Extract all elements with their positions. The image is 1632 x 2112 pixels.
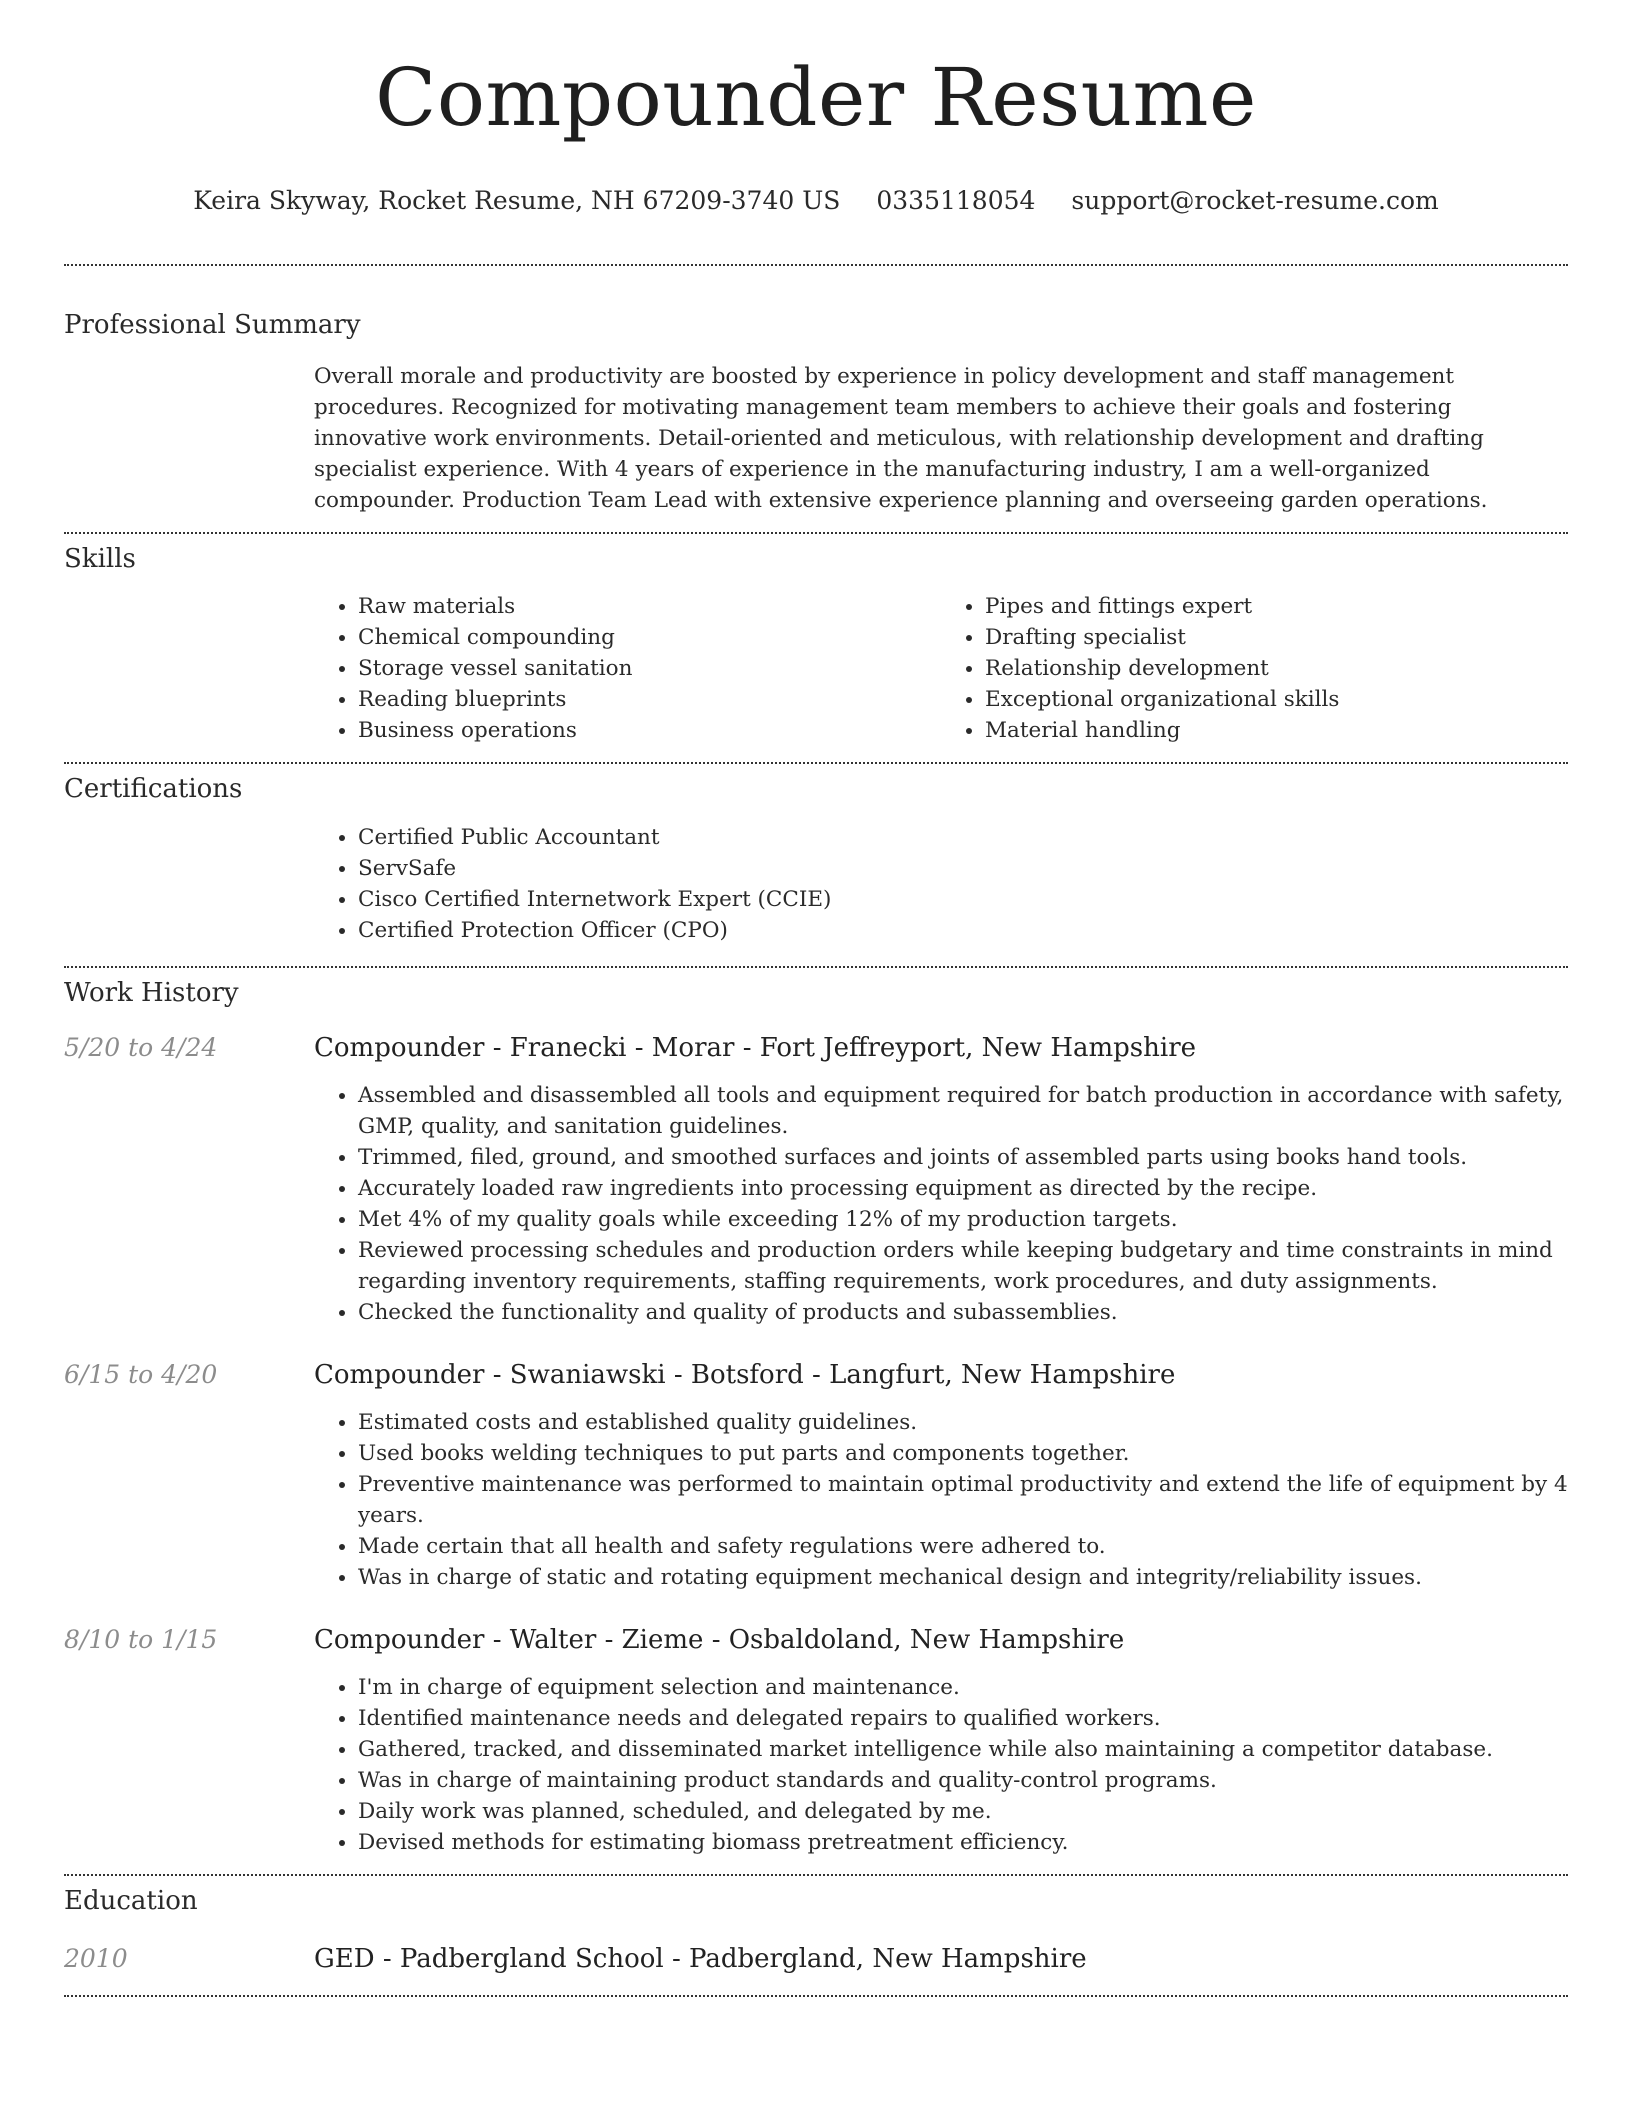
skill-item: • Raw materials xyxy=(358,591,941,622)
job-details xyxy=(314,1672,1568,1858)
section-title-certifications: Certifications xyxy=(64,774,243,805)
skill-item: • Pipes and fittings expert xyxy=(985,591,1568,622)
divider xyxy=(64,762,1568,764)
job-bullet: • I'm in charge of equipment selection and maintenance. xyxy=(358,1672,1568,1703)
job-bullet: • Assembled and disassembled all tools and equipment required for batch production in accordance with safety, GMP, quality, and sanitation guidelines. xyxy=(358,1080,1568,1142)
job-bullet: • Devised methods for estimating biomass pretreatment efficiency. xyxy=(358,1827,1568,1858)
job-bullet: • Was in charge of maintaining product standards and quality-control programs. xyxy=(358,1765,1568,1796)
job-bullet: • Accurately loaded raw ingredients into processing equipment as directed by the recipe. xyxy=(358,1173,1568,1204)
skill-item: • Material handling xyxy=(985,715,1568,746)
skill-item: • Exceptional organizational skills xyxy=(985,684,1568,715)
section-title-skills: Skills xyxy=(64,544,136,575)
job-header xyxy=(64,1360,1568,1391)
job-bullet: • Gathered, tracked, and disseminated market intelligence while also maintaining a competitor database. xyxy=(358,1734,1568,1765)
job-bullet: • Reviewed processing schedules and production orders while keeping budgetary and time constraints in mind regarding inventory requirements, staffing requirements, work procedures, and duty assignments. xyxy=(358,1235,1568,1297)
certifications-block xyxy=(314,822,1568,946)
skill-item: • Storage vessel sanitation xyxy=(358,653,941,684)
skills-columns xyxy=(314,591,1568,746)
job-bullet: • Used books welding techniques to put parts and components together. xyxy=(358,1438,1568,1469)
resume-page xyxy=(64,0,1568,1997)
skill-item: • Drafting specialist xyxy=(985,622,1568,653)
job-bullet: • Met 4% of my quality goals while exceeding 12% of my production targets. xyxy=(358,1204,1568,1235)
education-degree: GED - Padbergland School - Padbergland, New Hampshire xyxy=(314,1943,1087,1974)
divider xyxy=(64,966,1568,968)
divider xyxy=(64,532,1568,534)
section-title-summary: Professional Summary xyxy=(64,310,361,340)
job-header xyxy=(64,1033,1568,1064)
job-bullet: • Estimated costs and established quality guidelines. xyxy=(358,1407,1568,1438)
job-dates: 5/20 to 4/24 xyxy=(64,1032,218,1062)
job-header xyxy=(64,1625,1568,1656)
skill-item: • Reading blueprints xyxy=(358,684,941,715)
job-title: Compounder - Franecki - Morar - Fort Jeffreyport, New Hampshire xyxy=(314,1032,1197,1063)
summary-text: Overall morale and productivity are boosted by experience in policy development and staff management procedures. Recognized for motivating management team members to achieve their goals and fostering innovative work environments. Detail-oriented and meticulous, with relationship development and drafting specialist experience. With 4 years of experience in the manufacturing industry, I am a well-organized compounder. Production Team Lead with extensive experience planning and overseeing garden operations. xyxy=(314,364,1488,514)
certification-item: • Certified Public Accountant xyxy=(358,822,1568,853)
contact-line xyxy=(64,186,1568,216)
section-title-work-history: Work History xyxy=(64,977,239,1008)
divider xyxy=(64,1874,1568,1876)
job-bullets xyxy=(314,1080,1568,1328)
skill-item: • Business operations xyxy=(358,715,941,746)
contact-address: Keira Skyway, Rocket Resume, NH 67209-3740 US xyxy=(193,186,841,215)
skills-list-left xyxy=(314,591,941,746)
skill-item: • Chemical compounding xyxy=(358,622,941,653)
certification-item: • ServSafe xyxy=(358,853,1568,884)
job-bullet: • Identified maintenance needs and delegated repairs to qualified workers. xyxy=(358,1703,1568,1734)
job-bullets xyxy=(314,1672,1568,1858)
job-dates: 6/15 to 4/20 xyxy=(64,1359,218,1389)
certification-item: • Certified Protection Officer (CPO) xyxy=(358,915,1568,946)
job-bullet: • Made certain that all health and safety regulations were adhered to. xyxy=(358,1531,1568,1562)
certifications-list xyxy=(314,822,1568,946)
job-details xyxy=(314,1407,1568,1593)
divider xyxy=(64,264,1568,266)
job-bullet: • Preventive maintenance was performed to maintain optimal productivity and extend the life of equipment by 4 years. xyxy=(358,1469,1568,1531)
divider xyxy=(64,1995,1568,1997)
job-bullets xyxy=(314,1407,1568,1593)
job-title: Compounder - Walter - Zieme - Osbaldoland, New Hampshire xyxy=(314,1625,1125,1656)
job-bullet: • Was in charge of static and rotating equipment mechanical design and integrity/reliability issues. xyxy=(358,1562,1568,1593)
certification-item: • Cisco Certified Internetwork Expert (CCIE) xyxy=(358,884,1568,915)
job-bullet: • Trimmed, filed, ground, and smoothed surfaces and joints of assembled parts using books hand tools. xyxy=(358,1142,1568,1173)
job-bullet: • Checked the functionality and quality of products and subassemblies. xyxy=(358,1297,1568,1328)
skill-item: • Relationship development xyxy=(985,653,1568,684)
skills-list-right xyxy=(941,591,1568,746)
education-year: 2010 xyxy=(64,1943,128,1973)
contact-phone: 0335118054 xyxy=(876,186,1036,215)
job-title: Compounder - Swaniawski - Botsford - Langfurt, New Hampshire xyxy=(314,1359,1176,1390)
section-title-education: Education xyxy=(64,1886,198,1917)
job-bullet: • Daily work was planned, scheduled, and delegated by me. xyxy=(358,1796,1568,1827)
resume-title: Compounder Resume xyxy=(375,51,1257,144)
contact-email: support@rocket-resume.com xyxy=(1071,186,1439,215)
job-details xyxy=(314,1080,1568,1328)
job-dates: 8/10 to 1/15 xyxy=(64,1625,218,1655)
education-entry xyxy=(64,1944,1568,1975)
